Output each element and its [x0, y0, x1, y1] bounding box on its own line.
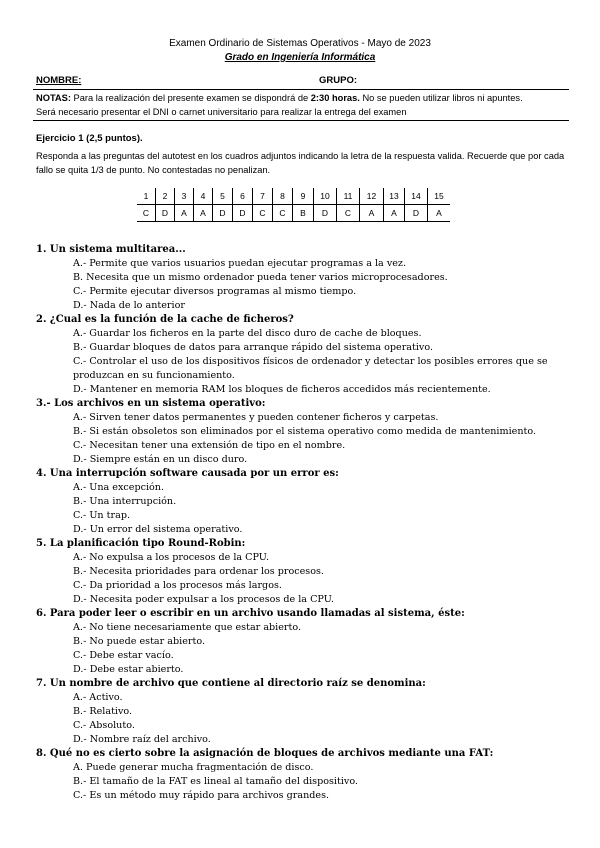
question-7-option: B.- Relativo.	[73, 706, 133, 717]
question-4-option: C.- Un trap.	[73, 510, 131, 521]
question-4: 4. Una interrupción software causada por un error es:	[36, 468, 339, 479]
question-5: 5. La planificación tipo Round-Robin:	[36, 538, 246, 549]
question-7-option: D.- Nombre raíz del archivo.	[73, 734, 211, 745]
answer-number-cell: 2	[156, 188, 175, 205]
answer-number-cell: 12	[360, 188, 384, 205]
question-3: 3.- Los archivos en un sistema operativo:	[36, 398, 266, 409]
question-7-option: A.- Activo.	[73, 692, 123, 703]
exercise-title: Ejercicio 1 (2,5 puntos).	[36, 133, 143, 144]
answer-letter-cell: A	[428, 205, 451, 222]
question-1-option: D.- Nada de lo anterior	[73, 300, 185, 311]
answer-letter-cell: C	[253, 205, 273, 222]
notes-time: 2:30 horas.	[310, 93, 360, 103]
answer-grid	[137, 188, 450, 222]
question-6-option: A.- No tiene necesariamente que estar abierto.	[73, 622, 302, 633]
answer-number-cell: 9	[293, 188, 314, 205]
answer-letter-cell: C	[273, 205, 293, 222]
nombre-label: NOMBRE:	[36, 75, 82, 86]
question-5-option: C.- Da prioridad a los procesos más largos.	[73, 580, 282, 591]
question-2: 2. ¿Cual es la función de la cache de ficheros?	[36, 314, 294, 325]
answer-letter-cell: D	[233, 205, 253, 222]
question-3-option: B.- Si están obsoletos son eliminados por el sistema operativo como medida de mantenimiento.	[73, 426, 537, 437]
question-8-option: B.- El tamaño de la FAT es lineal al tamaño del dispositivo.	[73, 776, 358, 787]
question-7-option: C.- Absoluto.	[73, 720, 135, 731]
question-2-option: B.- Guardar bloques de datos para arranque rápido del sistema operativo.	[73, 342, 434, 353]
question-1-option: A.- Permite que varios usuarios puedan ejecutar programas a la vez.	[73, 258, 407, 269]
question-6-option: B.- No puede estar abierto.	[73, 636, 205, 647]
question-2-option: D.- Mantener en memoria RAM los bloques de ficheros accedidos más recientemente.	[73, 384, 491, 395]
question-5-option: A.- No expulsa a los procesos de la CPU.	[73, 552, 270, 563]
answer-number-cell: 5	[213, 188, 233, 205]
notes-block	[36, 91, 570, 119]
question-8-option: A. Puede generar mucha fragmentación de disco.	[73, 762, 314, 773]
answer-number-cell: 15	[428, 188, 451, 205]
answer-number-cell: 4	[194, 188, 213, 205]
question-2-option: A.- Guardar los ficheros en la parte del disco duro de cache de bloques.	[73, 328, 422, 339]
notes-line-2: Será necesario presentar el DNI o carnet universitario para realizar la entrega del examen	[36, 107, 407, 117]
answer-letters-row	[137, 205, 450, 222]
answer-letter-cell: C	[137, 205, 156, 222]
question-8-option: C.- Es un método muy rápido para archivos grandes.	[73, 790, 330, 801]
answer-numbers-row	[137, 188, 450, 205]
question-1-option: C.- Permite ejecutar diversos programas al mismo tiempo.	[73, 286, 357, 297]
question-list	[36, 243, 576, 803]
answer-number-cell: 11	[337, 188, 360, 205]
notes-text-1: Para la realización del presente examen se dispondrá de	[70, 93, 311, 103]
answer-letter-cell: B	[293, 205, 314, 222]
answer-letter-cell: D	[405, 205, 428, 222]
question-2-option: C.- Controlar el uso de los dispositivos físicos de ordenador y detectar los posibles errores que se produzcan en su funcionamiento.	[73, 356, 548, 381]
answer-letter-cell: A	[360, 205, 384, 222]
question-6-option: D.- Debe estar abierto.	[73, 664, 184, 675]
exam-title: Examen Ordinario de Sistemas Operativos - Mayo de 2023	[169, 38, 431, 49]
grupo-label: GRUPO:	[319, 75, 357, 86]
question-8: 8. Qué no es cierto sobre la asignación de bloques de archivos mediante una FAT:	[36, 748, 494, 759]
question-1-option: B. Necesita que un mismo ordenador pueda tener varios microprocesadores.	[73, 272, 448, 283]
answer-letter-cell: A	[175, 205, 194, 222]
question-3-option: D.- Siempre están en un disco duro.	[73, 454, 248, 465]
notes-divider	[33, 120, 569, 121]
answer-number-cell: 1	[137, 188, 156, 205]
answer-letter-cell: D	[314, 205, 337, 222]
question-6-option: C.- Debe estar vacío.	[73, 650, 174, 661]
answer-number-cell: 3	[175, 188, 194, 205]
answer-number-cell: 10	[314, 188, 337, 205]
answer-letter-cell: D	[156, 205, 175, 222]
notes-line-1	[36, 91, 570, 105]
answer-letter-cell: A	[384, 205, 405, 222]
notes-label: NOTAS:	[36, 93, 71, 103]
exam-subtitle: Grado en Ingeniería Informática	[224, 52, 376, 63]
answer-letter-cell: C	[337, 205, 360, 222]
question-1: 1. Un sistema multitarea...	[36, 244, 186, 255]
answer-letter-cell: D	[213, 205, 233, 222]
question-5-option: B.- Necesita prioridades para ordenar los procesos.	[73, 566, 324, 577]
top-divider	[33, 89, 569, 90]
question-5-option: D.- Necesita poder expulsar a los procesos de la CPU.	[73, 594, 334, 605]
answer-number-cell: 8	[273, 188, 293, 205]
answer-number-cell: 7	[253, 188, 273, 205]
answer-number-cell: 6	[233, 188, 253, 205]
question-3-option: C.- Necesitan tener una extensión de tipo en el nombre.	[73, 440, 346, 451]
question-6: 6. Para poder leer o escribir en un archivo usando llamadas al sistema, éste:	[36, 608, 465, 619]
question-7: 7. Un nombre de archivo que contiene al directorio raíz se denomina:	[36, 678, 426, 689]
answer-letter-cell: A	[194, 205, 213, 222]
answer-number-cell: 14	[405, 188, 428, 205]
question-4-option: D.- Un error del sistema operativo.	[73, 524, 243, 535]
exercise-instructions: Responda a las preguntas del autotest en los cuadros adjuntos indicando la letra de la respuesta valida. Recuerde que por cada fallo se quita 1/3 de punto. No contestadas no penalizan.	[36, 151, 565, 175]
answer-number-cell: 13	[384, 188, 405, 205]
notes-text-2: No se pueden utilizar libros ni apuntes.	[359, 93, 523, 103]
question-3-option: A.- Sirven tener datos permanentes y pueden contener ficheros y carpetas.	[73, 412, 439, 423]
question-4-option: B.- Una interrupción.	[73, 496, 177, 507]
question-4-option: A.- Una excepción.	[73, 482, 165, 493]
name-group-row	[36, 75, 568, 88]
